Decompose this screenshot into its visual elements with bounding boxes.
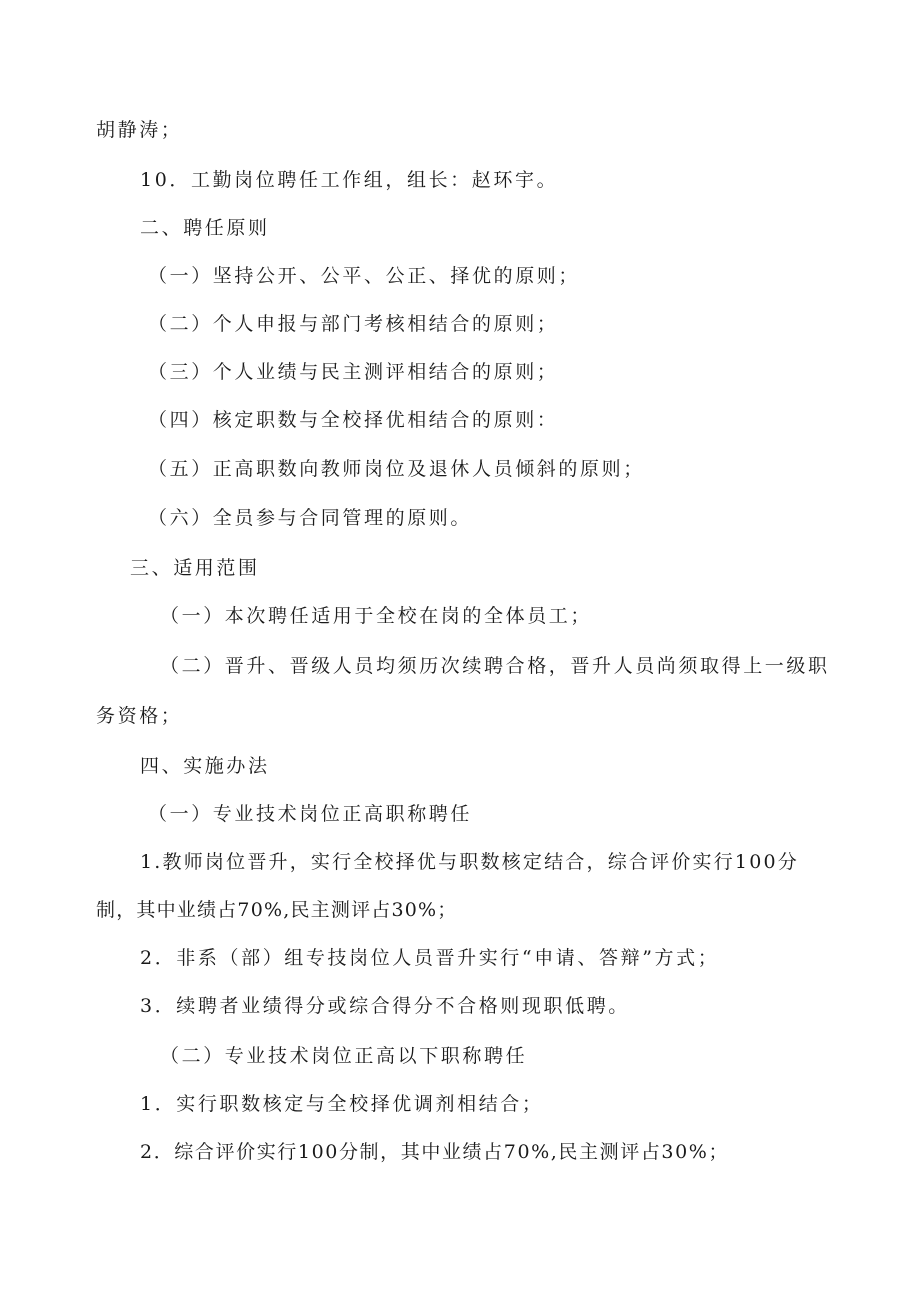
principle-item-5: （五）正高职数向教师岗位及退休人员倾斜的原则；	[148, 458, 645, 480]
paragraph-line: 胡静涛；	[96, 119, 183, 141]
principle-item-2: （二）个人申报与部门考核相结合的原则；	[148, 313, 559, 335]
implementation-item-1: 1.教师岗位晋升，实行全校择优与职数核定结合，综合评价实行100分	[140, 851, 799, 873]
list-item-10-labor-group: 10．工勤岗位聘任工作组，组长：赵环宇。	[140, 169, 559, 191]
section-heading-scope: 三、适用范围	[130, 557, 260, 579]
below-senior-item-2: 2．综合评价实行100分制，其中业绩占70%,民主测评占30%；	[140, 1141, 730, 1163]
subsection-heading-senior-titles: （一）专业技术岗位正高职称聘任	[148, 803, 473, 825]
implementation-item-1-continuation: 制，其中业绩占70%,民主测评占30%；	[96, 899, 458, 921]
section-heading-implementation: 四、实施办法	[140, 755, 270, 777]
section-heading-principles: 二、聘任原则	[140, 217, 270, 239]
subsection-heading-below-senior: （二）专业技术岗位正高以下职称聘任	[160, 1045, 528, 1067]
principle-item-3: （三）个人业绩与民主测评相结合的原则；	[148, 361, 559, 383]
implementation-item-2: 2．非系（部）组专技岗位人员晋升实行“申请、答辩”方式；	[140, 947, 720, 969]
below-senior-item-1: 1．实行职数核定与全校择优调剂相结合；	[140, 1093, 544, 1115]
principle-item-6: （六）全员参与合同管理的原则。	[148, 507, 473, 529]
scope-item-2-continuation: 务资格；	[96, 705, 183, 727]
principle-item-1: （一）坚持公开、公平、公正、择优的原则；	[148, 265, 581, 287]
implementation-item-3: 3．续聘者业绩得分或综合得分不合格则现职低聘。	[140, 995, 630, 1017]
principle-item-4: （四）核定职数与全校择优相结合的原则：	[148, 409, 559, 431]
scope-item-1: （一）本次聘任适用于全校在岗的全体员工；	[160, 605, 593, 627]
scope-item-2: （二）晋升、晋级人员均须历次续聘合格，晋升人员尚须取得上一级职	[160, 655, 830, 677]
